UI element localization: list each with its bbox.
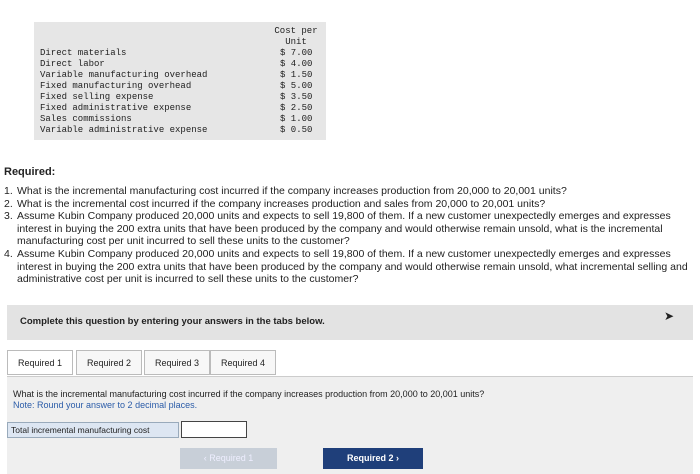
cost-row	[40, 70, 326, 81]
question-number: 3.	[4, 210, 13, 223]
cost-row-label: Direct labor	[40, 59, 105, 69]
question-item	[4, 248, 694, 286]
answer-panel	[7, 376, 693, 474]
cost-row-value: $ 3.50	[280, 92, 313, 102]
total-incremental-cost-label: Total incremental manufacturing cost	[7, 422, 179, 438]
cost-row-label: Fixed administrative expense	[40, 103, 192, 113]
rounding-note: Note: Round your answer to 2 decimal places.	[13, 400, 198, 410]
question-item	[4, 210, 694, 248]
header-line-1: Cost per	[274, 26, 318, 36]
cost-row	[40, 125, 326, 136]
question-item	[4, 185, 694, 198]
cost-table	[34, 22, 326, 140]
total-incremental-cost-input[interactable]	[181, 421, 247, 438]
tab-required-4[interactable]: Required 4	[210, 350, 276, 375]
question-text: Assume Kubin Company produced 20,000 units and expects to sell 19,800 of them. If a new customer unexpectedly emerges and expresses interest in buying the 200 extra units that have been produced by the company and would otherwise remain unsold, what is the incremental manufacturing cost per unit incurred to sell these units to the customer?	[17, 210, 671, 248]
tab-required-1[interactable]: Required 1	[7, 350, 73, 375]
header-line-2: Unit	[285, 37, 307, 47]
question-text: What is the incremental manufacturing cost incurred if the company increases production from 20,000 to 20,001 units?	[17, 185, 567, 197]
cost-row-value: $ 0.50	[280, 125, 313, 135]
instruction-text: Complete this question by entering your answers in the tabs below.	[20, 316, 325, 327]
tab-required-2[interactable]: Required 2	[76, 350, 142, 375]
cost-table-header	[266, 26, 326, 48]
question-number: 4.	[4, 247, 13, 260]
cost-row-value: $ 5.00	[280, 81, 313, 91]
mouse-cursor-icon: ➤	[664, 309, 675, 323]
question-number: 2.	[4, 197, 13, 210]
cost-row-value: $ 1.50	[280, 70, 313, 80]
next-required-button[interactable]: Required 2 ›	[323, 448, 423, 469]
cost-row-label: Sales commissions	[40, 114, 132, 124]
cost-row-value: $ 1.00	[280, 114, 313, 124]
cost-row	[40, 48, 326, 59]
cost-row-label: Fixed selling expense	[40, 92, 154, 102]
question-list	[4, 185, 694, 286]
question-number: 1.	[4, 185, 13, 197]
cost-row-value: $ 2.50	[280, 103, 313, 113]
tab-required-3[interactable]: Required 3	[144, 350, 210, 375]
question-text: What is the incremental cost incurred if the company increases production and sales from 20,000 to 20,001 units?	[17, 197, 546, 210]
cost-row-label: Variable manufacturing overhead	[40, 70, 208, 80]
required-heading: Required:	[4, 166, 56, 178]
cost-row	[40, 92, 326, 103]
cost-row	[40, 59, 326, 70]
instruction-banner	[7, 305, 693, 340]
cost-row-value: $ 4.00	[280, 59, 313, 69]
cost-row-label: Direct materials	[40, 48, 127, 58]
panel-question: What is the incremental manufacturing cost incurred if the company increases production from 20,000 to 20,001 units?	[13, 389, 485, 399]
question-text: Assume Kubin Company produced 20,000 units and expects to sell 19,800 of them. If a new customer unexpectedly emerges and expresses interest in buying the 200 extra units that have been produced by the company and would otherwise remain unsold, what incremental selling and administrative cost per unit is incurred to sell these units to the customer?	[17, 247, 688, 286]
cost-row-label: Fixed manufacturing overhead	[40, 81, 192, 91]
cost-row-label: Variable administrative expense	[40, 125, 208, 135]
cost-row	[40, 103, 326, 114]
cost-row	[40, 81, 326, 92]
cost-row	[40, 114, 326, 125]
previous-required-button: ‹ Required 1	[180, 448, 277, 469]
question-item	[4, 198, 694, 211]
cost-row-value: $ 7.00	[280, 48, 313, 58]
